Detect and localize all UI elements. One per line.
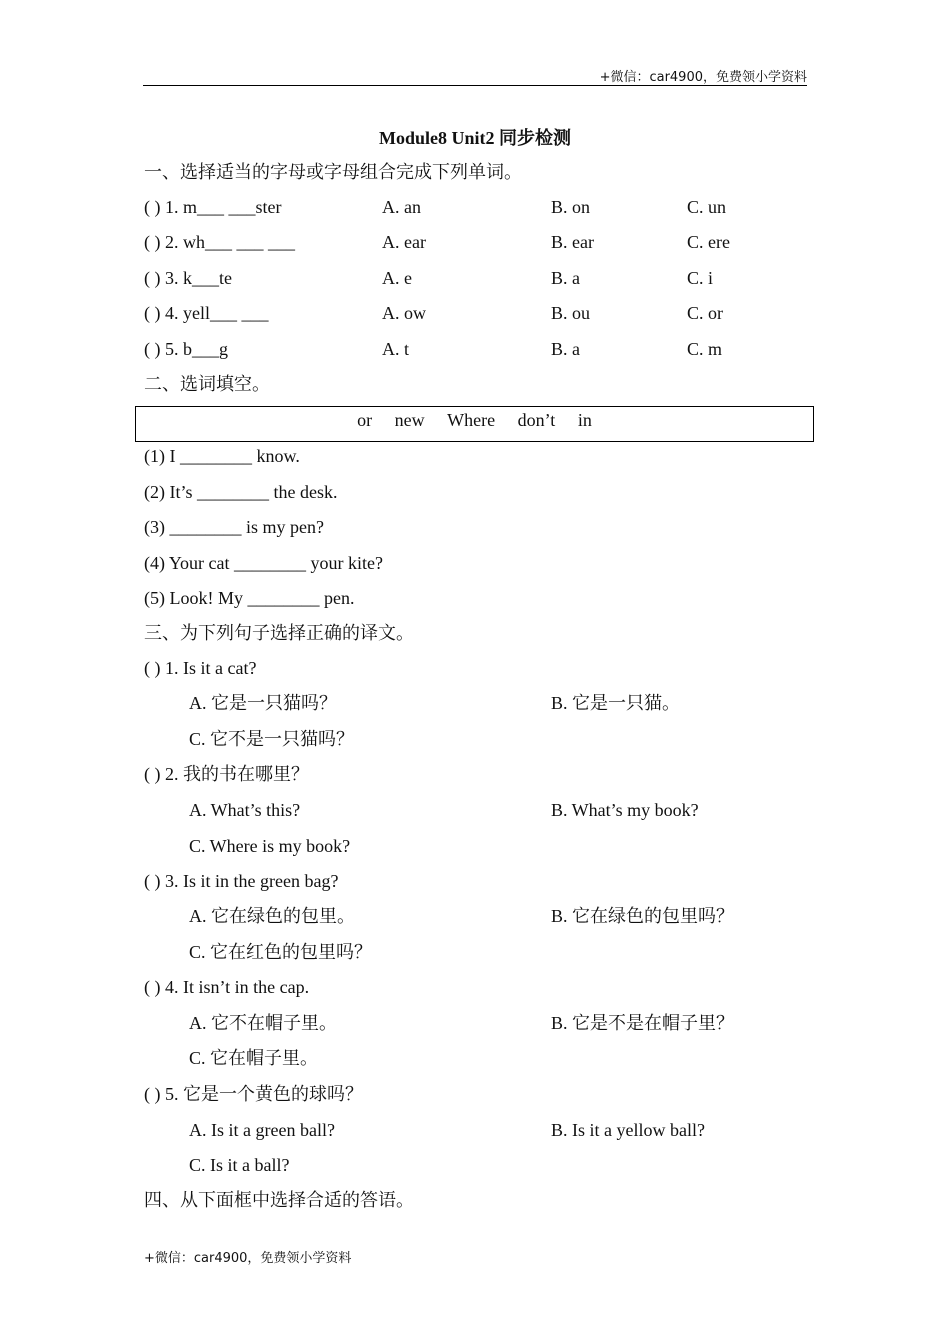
s3-q5: ( ) 5. 它是一个黄色的球吗？ [144,1084,363,1104]
s3-q4-option-b: B. 它是不是在帽子里？ [551,1013,735,1033]
s1-q5-option-c: C. m [687,339,723,359]
s2-item3: (3) ________ is my pen? [144,517,324,537]
s3-q1: ( ) 1. Is it a cat? [144,658,257,678]
s1-q1-option-b: B. on [551,197,591,217]
s3-q2-option-a: A. What’s this? [189,800,301,820]
s3-q3-option-b: B. 它在绿色的包里吗？ [551,906,735,926]
s3-q5-option-b: B. Is it a yellow ball? [551,1120,705,1140]
s3-q2: ( ) 2. 我的书在哪里？ [144,764,309,784]
s1-q5: ( ) 5. b___g [144,339,228,359]
s3-q4-option-c: C. 它在帽子里。 [189,1048,319,1068]
section1-heading: 一、选择适当的字母或字母组合完成下列单词。 [144,162,522,182]
section3-heading: 三、为下列句子选择正确的译文。 [144,623,414,643]
word-bank-item: new [394,410,425,430]
s1-q4-option-b: B. ou [551,303,591,323]
s3-q1-option-b: B. 它是一只猫。 [551,693,681,713]
word-bank-item: or [357,410,373,430]
section2-heading: 二、选词填空。 [144,374,270,394]
s1-q3-option-a: A. e [382,268,412,288]
header-rule [143,85,807,86]
s3-q4-option-a: A. 它不在帽子里。 [189,1013,337,1033]
s3-q5-option-c: C. Is it a ball? [189,1155,290,1175]
word-bank-item: in [577,410,592,430]
s1-q3-option-c: C. i [687,268,714,288]
s2-item2: (2) It’s ________ the desk. [144,482,338,502]
s2-item4: (4) Your cat ________ your kite? [144,553,383,573]
s1-q2-option-c: C. ere [687,232,730,252]
page-header-note: +微信：car4900，免费领小学资料 [599,70,807,85]
s1-q2-option-b: B. ear [551,232,594,252]
s3-q3-option-a: A. 它在绿色的包里。 [189,906,355,926]
s2-item5: (5) Look! My ________ pen. [144,588,355,608]
section4-heading: 四、从下面框中选择合适的答语。 [144,1190,414,1210]
s3-q1-option-a: A. 它是一只猫吗？ [189,693,337,713]
s1-q4: ( ) 4. yell___ ___ [144,303,269,323]
page-title: Module8 Unit2 同步检测 [378,128,571,148]
s1-q4-option-a: A. ow [382,303,426,323]
s1-q1-option-a: A. an [382,197,421,217]
s3-q2-option-c: C. Where is my book? [189,836,351,856]
s1-q5-option-a: A. t [382,339,409,359]
word-bank-box [135,406,814,442]
s2-item1: (1) I ________ know. [144,446,300,466]
s1-q1-option-c: C. un [687,197,727,217]
s1-q4-option-c: C. or [687,303,723,323]
s1-q2: ( ) 2. wh___ ___ ___ [144,232,295,252]
s1-q3-option-b: B. a [551,268,580,288]
page-footer-note: +微信：car4900，免费领小学资料 [144,1251,352,1266]
s1-q3: ( ) 3. k___te [144,268,232,288]
s3-q3: ( ) 3. Is it in the green bag? [144,871,339,891]
s3-q3-option-c: C. 它在红色的包里吗？ [189,942,373,962]
s3-q2-option-b: B. What’s my book? [551,800,699,820]
s1-q2-option-a: A. ear [382,232,426,252]
word-bank-item: don’t [517,410,556,430]
s1-q1: ( ) 1. m___ ___ster [144,197,282,217]
word-bank-item: Where [447,410,496,430]
s3-q4: ( ) 4. It isn’t in the cap. [144,977,310,997]
s3-q1-option-c: C. 它不是一只猫吗？ [189,729,355,749]
s1-q5-option-b: B. a [551,339,580,359]
s3-q5-option-a: A. Is it a green ball? [189,1120,335,1140]
